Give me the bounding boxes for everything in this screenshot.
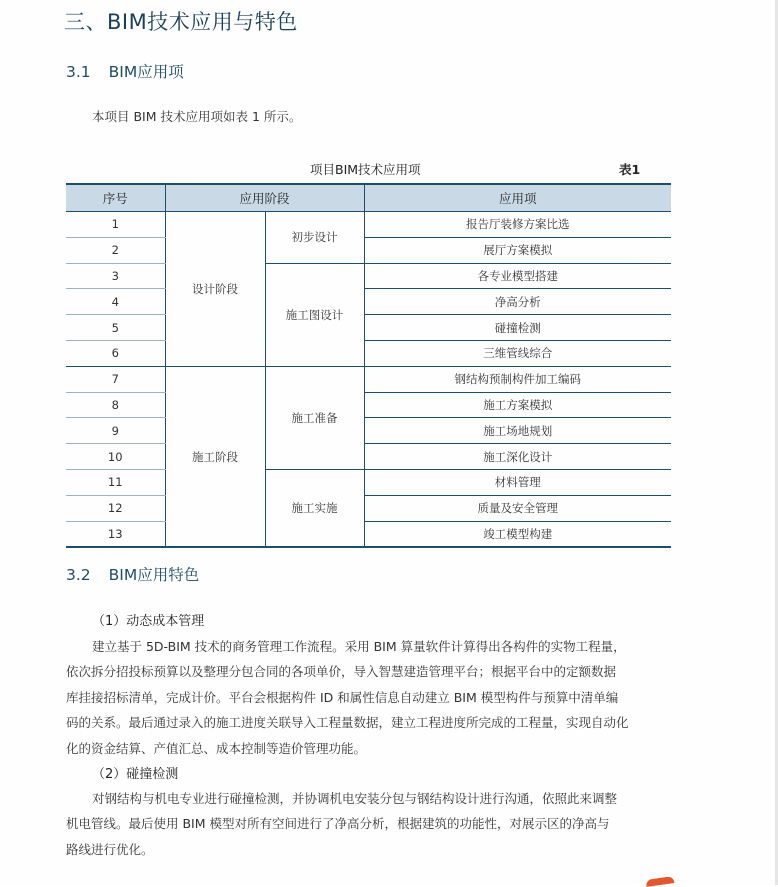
paragraph-line: 对钢结构与机电专业进行碰撞检测，并协调机电安装分包与钢结构设计进行沟通，依照此来调整 (92, 791, 618, 806)
row-seq: 4 (66, 289, 165, 315)
row-seq: 8 (66, 392, 165, 418)
row-item: 施工深化设计 (364, 444, 671, 470)
table-row (66, 340, 671, 366)
table-caption: 项目BIM技术应用项 (310, 162, 421, 177)
row-item: 施工方案模拟 (364, 392, 671, 418)
paragraph-line: 路线进行优化。 (66, 841, 154, 857)
subsection-number: 3.2 (66, 566, 91, 584)
row-seq: 13 (66, 521, 165, 547)
subsection-heading-3-1 (66, 60, 184, 82)
subsection-title: BIM应用项 (108, 63, 184, 81)
sub-heading-collision-detection: （2）碰撞检测 (92, 767, 179, 782)
paragraph-cost-management (66, 634, 678, 761)
row-seq: 12 (66, 495, 165, 521)
row-item: 报告厅装修方案比选 (364, 212, 671, 238)
subsection-title: BIM应用特色 (108, 566, 200, 584)
corner-decoration (646, 876, 675, 887)
row-seq: 2 (66, 237, 165, 263)
substage-cell-preliminary: 初步设计 (265, 212, 364, 264)
paragraph-line: 码的关系。最后通过录入的施工进度关联导入工程量数据，建立工程进度所完成的工程量，实现自动化 (66, 715, 629, 731)
row-item: 竣工模型构建 (364, 521, 671, 547)
header-seq: 序号 (66, 184, 165, 212)
substage-cell-impl: 施工实施 (265, 469, 364, 547)
paragraph-line: 库挂接招标清单，完成计价。平台会根据构件 ID 和属性信息自动建立 BIM 模型构件与预算中清单编 (66, 689, 619, 705)
header-item: 应用项 (364, 184, 671, 212)
table-row (66, 521, 671, 547)
table-row (66, 263, 671, 289)
row-item: 净高分析 (364, 289, 671, 315)
row-seq: 3 (66, 263, 165, 289)
row-item: 钢结构预制构件加工编码 (364, 366, 671, 392)
row-seq: 6 (66, 340, 165, 366)
paragraph-collision-detection (66, 786, 678, 862)
substage-cell-prep: 施工准备 (265, 366, 364, 469)
row-seq: 9 (66, 418, 165, 444)
stage-cell-design: 设计阶段 (165, 212, 265, 367)
subsection-number: 3.1 (66, 63, 91, 81)
row-item: 各专业模型搭建 (364, 263, 671, 289)
row-item: 展厅方案模拟 (364, 237, 671, 263)
table-row (66, 366, 671, 392)
substage-cell-drawing: 施工图设计 (265, 263, 364, 366)
row-item: 施工场地规划 (364, 418, 671, 444)
paragraph-line: 机电管线。最后使用 BIM 模型对所有空间进行了净高分析，根据建筑的功能性，对展示区的净高与 (66, 816, 610, 832)
table-row (66, 289, 671, 315)
row-item: 质量及安全管理 (364, 495, 671, 521)
bim-application-table (66, 183, 671, 548)
row-seq: 11 (66, 469, 165, 495)
table-row (66, 392, 671, 418)
section-title: 三、BIM技术应用与特色 (64, 10, 298, 34)
table-number: 表1 (619, 162, 641, 177)
row-item: 三维管线综合 (364, 340, 671, 366)
subsection-heading-3-2 (66, 563, 199, 585)
table-row (66, 212, 671, 238)
table-row (66, 315, 671, 341)
paragraph-line: 依次拆分招投标预算以及整理分包合同的各项单价，导入智慧建造管理平台；根据平台中的定额数据 (66, 664, 617, 680)
row-item: 材料管理 (364, 469, 671, 495)
table-row (66, 495, 671, 521)
stage-cell-construction: 施工阶段 (165, 366, 265, 547)
sub-heading-cost-management: （1）动态成本管理 (92, 614, 205, 629)
row-seq: 1 (66, 212, 165, 238)
table-row (66, 444, 671, 470)
table-header-row (66, 184, 671, 212)
paragraph-line: 化的资金结算、产值汇总、成本控制等造价管理功能。 (66, 740, 367, 756)
row-seq: 7 (66, 366, 165, 392)
table-row (66, 418, 671, 444)
header-stage: 应用阶段 (165, 184, 364, 212)
paragraph-line: 建立基于 5D-BIM 技术的商务管理工作流程。采用 BIM 算量软件计算得出各构件的实物工程量， (92, 639, 626, 654)
row-seq: 5 (66, 315, 165, 341)
table-row (66, 469, 671, 495)
row-item: 碰撞检测 (364, 315, 671, 341)
row-seq: 10 (66, 444, 165, 470)
table-row (66, 237, 671, 263)
intro-paragraph: 本项目 BIM 技术应用项如表 1 所示。 (92, 109, 302, 124)
